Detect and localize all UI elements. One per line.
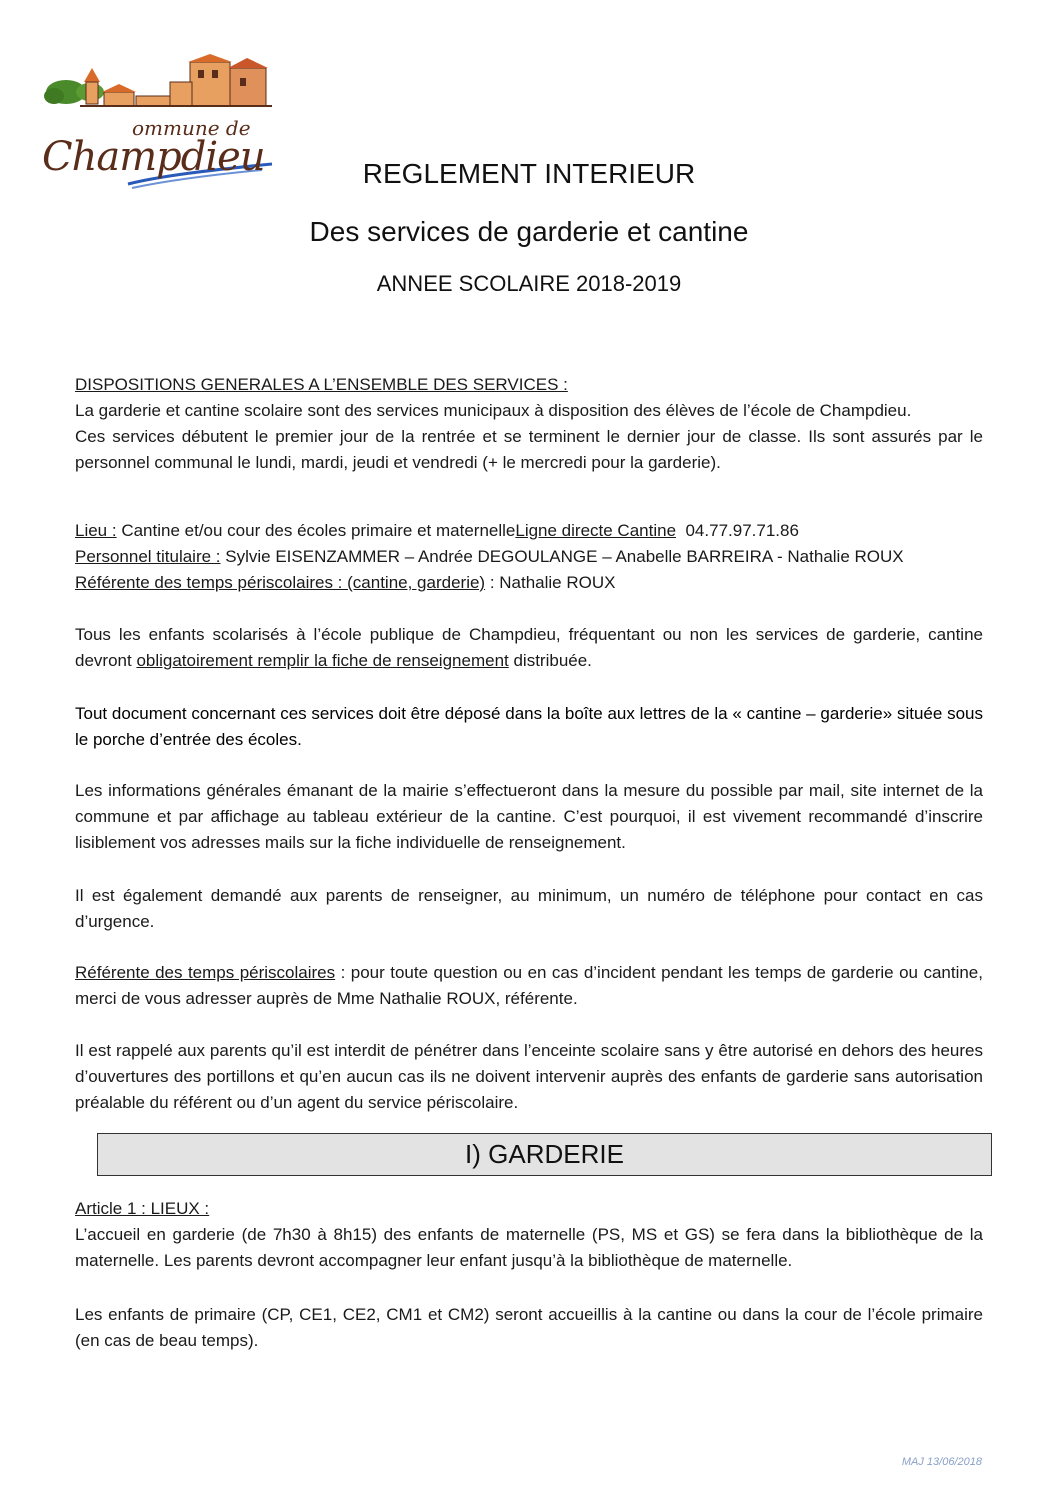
contacts-block <box>75 518 983 596</box>
fiche-paragraph <box>75 622 983 674</box>
school-year: ANNEE SCOLAIRE 2018-2019 <box>376 271 682 296</box>
referente-line <box>75 570 983 596</box>
document-title: REGLEMENT INTERIEUR <box>362 158 696 189</box>
infos-paragraph <box>75 778 983 856</box>
general-paragraph-1: La garderie et cantine scolaire sont des services municipaux à disposition des élèves de l’école de Champdieu. <box>75 401 912 420</box>
rappel-paragraph <box>75 1038 983 1116</box>
document-paragraph <box>75 701 983 753</box>
general-paragraph-2: Ces services débutent le premier jour de la rentrée et se terminent le dernier jour de classe. Ils sont assurés par le personnel communal le lundi, mardi, jeudi et vendredi (+ le mercredi pour la garderie). <box>75 427 983 472</box>
infos-text: Les informations générales émanant de la mairie s’effectueront dans la mesure du possible par mail, site internet de la commune et par affichage au tableau extérieur de la cantine. C’est pourquoi, il est vivement recommandé d’inscrire lisiblement vos adresses mails sur la fiche individuelle de renseignement. <box>75 781 983 852</box>
telephone-paragraph <box>75 883 983 935</box>
referente-label: Référente des temps périscolaires : (cantine, garderie) <box>75 573 486 592</box>
lieu-label: Lieu : <box>75 521 117 540</box>
general-dispositions <box>75 372 983 476</box>
document-text: Tout document concernant ces services doit être déposé dans la boîte aux lettres de la « cantine – garderie» située sous le porche d’entrée des écoles. <box>75 704 983 749</box>
article-1-paragraph-2: Les enfants de primaire (CP, CE1, CE2, CM1 et CM2) seront accueillis à la cantine ou dans la cour de l’école primaire (en cas de beau temps). <box>75 1305 983 1350</box>
fiche-text-before: Tous les enfants scolarisés à l’école publique de Champdieu, fréquentant ou non les services de garderie, cantine devront <box>75 625 983 670</box>
section-garderie-heading: I) GARDERIE <box>97 1133 992 1176</box>
logo-text-champdieu: Champdieu <box>42 134 265 180</box>
article-1-paragraph-1: L’accueil en garderie (de 7h30 à 8h15) des enfants de maternelle (PS, MS et GS) se fera dans la bibliothèque de la maternelle. Les parents devront accompagner leur enfant jusqu’à la bibliothèque de maternelle. <box>75 1225 983 1270</box>
lieu-value: Cantine et/ou cour des écoles primaire et maternelle <box>116 521 516 540</box>
general-heading: DISPOSITIONS GENERALES A L’ENSEMBLE DES SERVICES : <box>75 375 568 394</box>
personnel-label: Personnel titulaire : <box>75 547 221 566</box>
article-1-part-2 <box>75 1302 983 1354</box>
article-1 <box>75 1196 983 1274</box>
ligne-directe-phone: 04.77.97.71.86 <box>676 521 799 540</box>
ligne-directe-label: Ligne directe Cantine <box>515 521 677 540</box>
rappel-text: Il est rappelé aux parents qu’il est interdit de pénétrer dans l’enceinte scolaire sans y être autorisé en dehors des heures d’ouvertures des portillons et qu’en aucun cas ils ne doivent intervenir auprès des enfants de garderie sans autorisation préalable du référent ou d’un agent du service périscolaire. <box>75 1041 983 1112</box>
telephone-text: Il est également demandé aux parents de renseigner, au minimum, un numéro de téléphone pour contact en cas d’urgence. <box>75 886 983 931</box>
update-date: MAJ 13/06/2018 <box>901 1456 982 1468</box>
fiche-text-after: distribuée. <box>508 651 592 670</box>
referente-paragraph <box>75 960 983 1012</box>
personnel-value: Sylvie EISENZAMMER – Andrée DEGOULANGE – Anabelle BARREIRA - Nathalie ROUX <box>220 547 904 566</box>
fiche-underlined: obligatoirement remplir la fiche de renseignement <box>136 651 509 670</box>
lieu-line <box>75 518 983 544</box>
logo-text-commune: ommune de <box>132 116 251 140</box>
referente-paragraph-label: Référente des temps périscolaires <box>75 963 336 982</box>
personnel-line <box>75 544 983 570</box>
article-1-heading: Article 1 : LIEUX : <box>75 1199 210 1218</box>
referente-value: : Nathalie ROUX <box>485 573 616 592</box>
referente-paragraph-text: : pour toute question ou en cas d’incident pendant les temps de garderie ou cantine, merci de vous adresser auprès de Mme Nathalie ROUX, référente. <box>75 963 983 1008</box>
document-subtitle: Des services de garderie et cantine <box>309 216 749 247</box>
